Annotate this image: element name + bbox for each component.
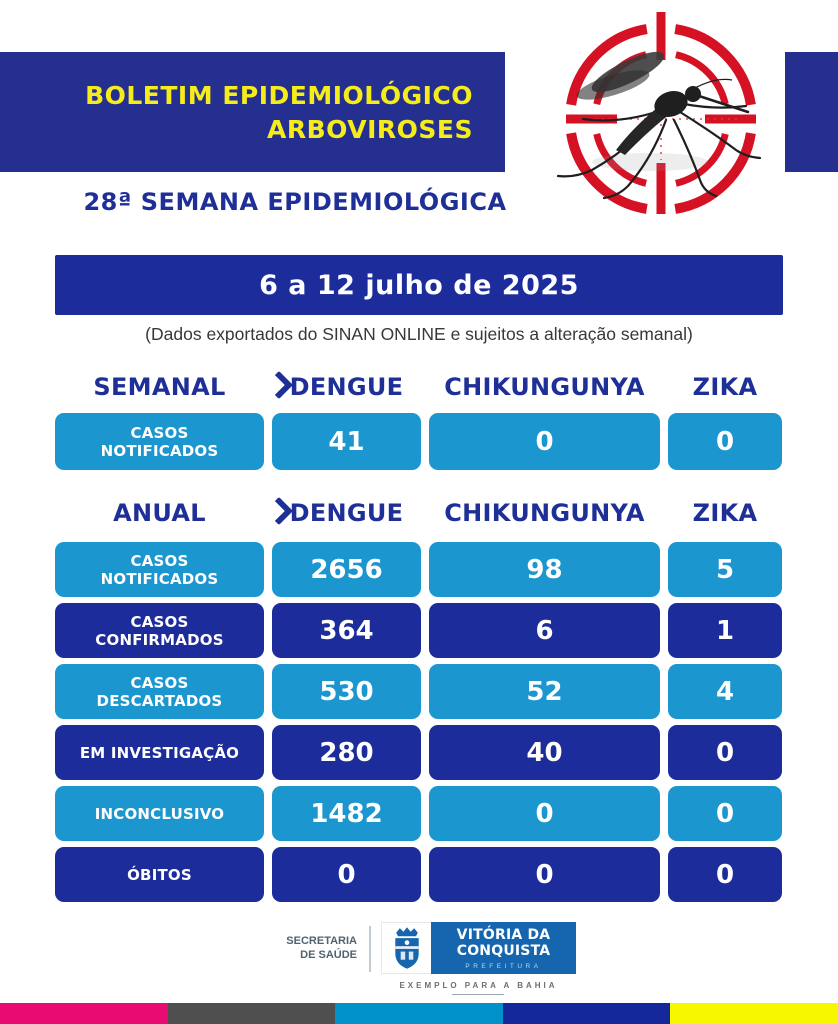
city-name-line1: VITÓRIA DA: [456, 927, 551, 944]
title-banner: [0, 52, 505, 172]
annual-casos-notificados-dengue-value: 2656: [272, 542, 421, 597]
annual-section-label: ANUAL: [113, 499, 206, 527]
data-source-note: (Dados exportados do SINAN ONLINE e sujeitos a alteração semanal): [145, 324, 693, 344]
annual-column-header-zika: ZIKA: [692, 499, 758, 527]
weekly-section-header: [55, 366, 264, 407]
weekly-column-header-zika: ZIKA: [692, 372, 758, 401]
annual-casos-confirmados-chikungunya-value: 6: [429, 603, 660, 658]
week-subtitle: 28ª SEMANA EPIDEMIOLÓGICA: [83, 188, 507, 216]
annual-row-inconclusivo-label: INCONCLUSIVO: [55, 786, 264, 841]
footer-divider: [369, 926, 371, 972]
bottom-color-stripe: [0, 1003, 838, 1024]
weekly-casos-notificados-dengue-value: 41: [272, 413, 421, 470]
weekly-table: [55, 366, 783, 470]
stripe-yellow-segment: [670, 1003, 838, 1024]
annual-casos-confirmados-dengue-value: 364: [272, 603, 421, 658]
crest-container: [381, 922, 431, 974]
bulletin-title-line2: ARBOVIROSES: [267, 114, 473, 144]
stripe-gray-segment: [168, 1003, 336, 1024]
annual-obitos-chikungunya-value: 0: [429, 847, 660, 902]
annual-row-casos-confirmados-label: CASOS CONFIRMADOS: [55, 603, 264, 658]
annual-row-obitos-label: ÓBITOS: [55, 847, 264, 902]
annual-table: [55, 490, 783, 902]
secretariat-line2: DE SAÚDE: [300, 949, 357, 962]
weekly-section-label: SEMANAL: [93, 372, 226, 401]
stripe-blue-segment: [503, 1003, 671, 1024]
annual-row-em-investigacao-label: EM INVESTIGAÇÃO: [55, 725, 264, 780]
city-hall-logo: [381, 922, 576, 974]
weekly-row-casos-notificados-label: CASOS NOTIFICADOS: [55, 413, 264, 470]
secretariat-line1: SECRETARIA: [286, 935, 357, 947]
weekly-column-header-dengue: DENGUE: [289, 372, 404, 401]
annual-inconclusivo-dengue-value: 1482: [272, 786, 421, 841]
annual-column-header-dengue: DENGUE: [289, 499, 404, 527]
weekly-casos-notificados-chikungunya-value: 0: [429, 413, 660, 470]
annual-section-header: [55, 490, 264, 536]
mosquito-target-icon: [540, 0, 810, 250]
annual-row-casos-descartados-label: CASOS DESCARTADOS: [55, 664, 264, 719]
slogan-underline: [452, 994, 504, 995]
date-range-text: 6 a 12 julho de 2025: [259, 269, 579, 301]
date-banner: [55, 255, 783, 315]
annual-casos-confirmados-zika-value: 1: [668, 603, 782, 658]
bulletin-title-line1: BOLETIM EPIDEMIOLÓGICO: [85, 80, 473, 110]
weekly-casos-notificados-zika-value: 0: [668, 413, 782, 470]
annual-inconclusivo-chikungunya-value: 0: [429, 786, 660, 841]
annual-em-investigacao-chikungunya-value: 40: [429, 725, 660, 780]
city-crest-icon: [389, 926, 425, 970]
weekly-column-header-chikungunya: CHIKUNGUNYA: [444, 372, 645, 401]
city-name-line2: CONQUISTA: [456, 943, 551, 959]
annual-casos-descartados-dengue-value: 530: [272, 664, 421, 719]
annual-obitos-dengue-value: 0: [272, 847, 421, 902]
secretariat-label: [262, 934, 357, 963]
city-name-box: [431, 922, 576, 974]
annual-inconclusivo-zika-value: 0: [668, 786, 782, 841]
city-name-line3: PREFEITURA: [465, 962, 542, 970]
annual-casos-descartados-zika-value: 4: [668, 664, 782, 719]
annual-obitos-zika-value: 0: [668, 847, 782, 902]
annual-em-investigacao-zika-value: 0: [668, 725, 782, 780]
annual-casos-notificados-zika-value: 5: [668, 542, 782, 597]
annual-casos-descartados-chikungunya-value: 52: [429, 664, 660, 719]
city-slogan: EXEMPLO PARA A BAHIA: [399, 981, 558, 990]
annual-column-header-chikungunya: CHIKUNGUNYA: [444, 499, 645, 527]
annual-row-casos-notificados-label: CASOS NOTIFICADOS: [55, 542, 264, 597]
annual-casos-notificados-chikungunya-value: 98: [429, 542, 660, 597]
stripe-magenta-segment: [0, 1003, 168, 1024]
annual-em-investigacao-dengue-value: 280: [272, 725, 421, 780]
stripe-cyan-segment: [335, 1003, 503, 1024]
